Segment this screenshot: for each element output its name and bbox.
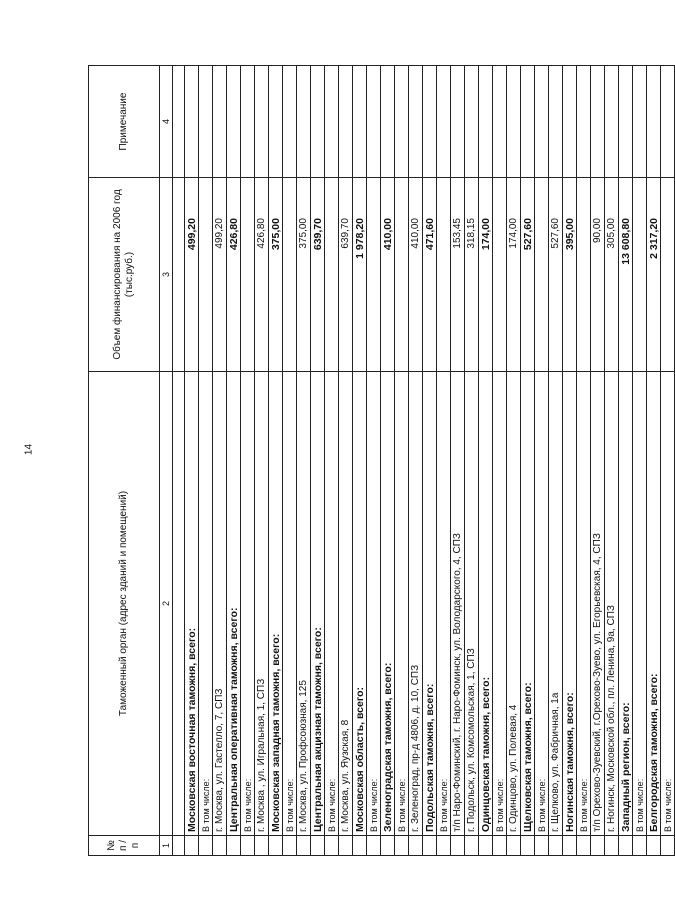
note-cell	[563, 66, 577, 178]
customs-body-cell: Белгородская таможня, всего:	[647, 372, 661, 836]
table-row	[213, 66, 227, 856]
header-row	[89, 66, 160, 856]
table-row	[395, 66, 409, 856]
customs-body-cell: г. Подольск, ул. Комсомольская, 1, СПЗ	[465, 372, 479, 836]
note-cell	[311, 66, 325, 178]
table-row	[241, 66, 255, 856]
financing-value-cell: 426,80	[227, 178, 241, 372]
note-cell	[437, 66, 451, 178]
financing-value-cell: 410,00	[409, 178, 423, 372]
financing-value-cell	[283, 178, 297, 372]
financing-value-cell	[493, 178, 507, 372]
financing-value-cell	[241, 178, 255, 372]
customs-body-cell: В том числе:	[199, 372, 213, 836]
index-cell: 2	[160, 372, 173, 836]
note-cell	[367, 66, 381, 178]
rotated-content	[88, 66, 673, 856]
note-cell	[283, 66, 297, 178]
row-number-cell	[227, 836, 241, 856]
table-row	[577, 66, 591, 856]
note-cell	[507, 66, 521, 178]
financing-value-cell	[199, 178, 213, 372]
row-number-cell	[647, 836, 661, 856]
financing-table	[88, 65, 675, 856]
page-number: 14	[23, 443, 35, 456]
table-row	[661, 66, 675, 856]
row-number-cell	[409, 836, 423, 856]
customs-body-cell: Московская западная таможня, всего:	[269, 372, 283, 836]
customs-body-cell: В том числе:	[577, 372, 591, 836]
header-financing: Объем финансирования на 2006 год (тыс.руб.)	[89, 178, 160, 372]
financing-value-cell: 426,80	[255, 178, 269, 372]
rotated-page	[88, 66, 673, 856]
customs-body-cell: В том числе:	[437, 372, 451, 836]
row-number-cell	[605, 836, 619, 856]
note-cell	[647, 66, 661, 178]
customs-body-cell: Западный регион, всего:	[619, 372, 633, 836]
customs-body-cell: г. Зеленоград, пр-д 4806, д. 10, СПЗ	[409, 372, 423, 836]
note-cell	[619, 66, 633, 178]
table-row	[479, 66, 493, 856]
customs-body-cell: г. Москва, ул. Гастелло, 7, СПЗ	[213, 372, 227, 836]
customs-body-cell: В том числе:	[395, 372, 409, 836]
financing-value-cell: 395,00	[563, 178, 577, 372]
financing-value-cell	[633, 178, 647, 372]
table-row	[507, 66, 521, 856]
customs-body-cell: Ногинская таможня, всего:	[563, 372, 577, 836]
row-number-cell	[199, 836, 213, 856]
note-cell	[173, 66, 185, 178]
financing-value-cell: 639,70	[339, 178, 353, 372]
row-number-cell	[619, 836, 633, 856]
row-number-cell	[269, 836, 283, 856]
table-row	[535, 66, 549, 856]
customs-body-cell: В том числе:	[535, 372, 549, 836]
table-row	[647, 66, 661, 856]
row-number-cell	[661, 836, 675, 856]
financing-value-cell: 375,00	[269, 178, 283, 372]
row-number-cell	[493, 836, 507, 856]
note-cell	[521, 66, 535, 178]
financing-value-cell: 153,45	[451, 178, 465, 372]
table-row	[269, 66, 283, 856]
customs-body-cell: г. Ногинск, Московской обл., пл. Ленина, 9а, СПЗ	[605, 372, 619, 836]
customs-body-cell: В том числе:	[241, 372, 255, 836]
note-cell	[549, 66, 563, 178]
row-number-cell	[633, 836, 647, 856]
note-cell	[465, 66, 479, 178]
customs-body-cell: В том числе:	[283, 372, 297, 836]
note-cell	[535, 66, 549, 178]
note-cell	[591, 66, 605, 178]
customs-body-cell: г. Одинцово, ул. Полевая, 4	[507, 372, 521, 836]
row-number-cell	[395, 836, 409, 856]
customs-body-cell: В том числе:	[493, 372, 507, 836]
row-number-cell	[535, 836, 549, 856]
table-row	[325, 66, 339, 856]
table-body	[173, 66, 675, 856]
header-number: № п / п	[89, 836, 160, 856]
note-cell	[633, 66, 647, 178]
financing-value-cell: 174,00	[507, 178, 521, 372]
financing-value-cell	[577, 178, 591, 372]
customs-body-cell: Подольская таможня, всего:	[423, 372, 437, 836]
row-number-cell	[437, 836, 451, 856]
table-row	[311, 66, 325, 856]
row-number-cell	[465, 836, 479, 856]
customs-body-cell: г. Москва, ул. Яузская, 8	[339, 372, 353, 836]
note-cell	[451, 66, 465, 178]
financing-value-cell: 375,00	[297, 178, 311, 372]
financing-value-cell	[437, 178, 451, 372]
note-cell	[339, 66, 353, 178]
row-number-cell	[563, 836, 577, 856]
note-cell	[227, 66, 241, 178]
row-number-cell	[479, 836, 493, 856]
table-row	[521, 66, 535, 856]
row-number-cell	[297, 836, 311, 856]
table-row	[633, 66, 647, 856]
row-number-cell	[577, 836, 591, 856]
table-row	[591, 66, 605, 856]
table-row	[297, 66, 311, 856]
row-number-cell	[353, 836, 367, 856]
table-row	[283, 66, 297, 856]
customs-body-cell: В том числе:	[661, 372, 675, 836]
row-number-cell	[283, 836, 297, 856]
financing-value-cell	[535, 178, 549, 372]
note-cell	[423, 66, 437, 178]
customs-body-cell: г. Москва, ул. Профсоюзная, 125	[297, 372, 311, 836]
table-row	[367, 66, 381, 856]
financing-value-cell: 318,15	[465, 178, 479, 372]
financing-value-cell: 499,20	[213, 178, 227, 372]
note-cell	[199, 66, 213, 178]
note-cell	[255, 66, 269, 178]
financing-value-cell: 13 608,80	[619, 178, 633, 372]
table-row	[227, 66, 241, 856]
customs-body-cell: т/п Орехово-Зуевский, г.Орехово-Зуево, ул. Егорьевская, 4, СПЗ	[591, 372, 605, 836]
table-row	[619, 66, 633, 856]
note-cell	[661, 66, 675, 178]
note-cell	[269, 66, 283, 178]
note-cell	[381, 66, 395, 178]
customs-body-cell: Центральная оперативная таможня, всего:	[227, 372, 241, 836]
row-number-cell	[423, 836, 437, 856]
financing-value-cell: 471,60	[423, 178, 437, 372]
row-number-cell	[241, 836, 255, 856]
row-number-cell	[507, 836, 521, 856]
table-row	[605, 66, 619, 856]
customs-body-cell: В том числе:	[633, 372, 647, 836]
row-number-cell	[339, 836, 353, 856]
row-number-cell	[185, 836, 199, 856]
index-row	[160, 66, 173, 856]
note-cell	[493, 66, 507, 178]
table-row	[423, 66, 437, 856]
financing-value-cell: 174,00	[479, 178, 493, 372]
table-row	[493, 66, 507, 856]
note-cell	[213, 66, 227, 178]
customs-body-cell: В том числе:	[325, 372, 339, 836]
table-row	[563, 66, 577, 856]
note-cell	[479, 66, 493, 178]
financing-value-cell: 527,60	[521, 178, 535, 372]
table-row	[409, 66, 423, 856]
financing-value-cell: 410,00	[381, 178, 395, 372]
row-number-cell	[367, 836, 381, 856]
financing-value-cell: 2 317,20	[647, 178, 661, 372]
note-cell	[395, 66, 409, 178]
table-row	[199, 66, 213, 856]
customs-body-cell: Одинцовская таможня, всего:	[479, 372, 493, 836]
financing-value-cell: 90,00	[591, 178, 605, 372]
table-row	[381, 66, 395, 856]
note-cell	[185, 66, 199, 178]
financing-value-cell: 499,20	[185, 178, 199, 372]
table-row	[549, 66, 563, 856]
financing-value-cell: 527,60	[549, 178, 563, 372]
row-number-cell	[173, 836, 185, 856]
customs-body-cell: Щелковская таможня, всего:	[521, 372, 535, 836]
table-row	[185, 66, 199, 856]
financing-value-cell	[367, 178, 381, 372]
customs-body-cell: В том числе:	[367, 372, 381, 836]
customs-body-cell: Центральная акцизная таможня, всего:	[311, 372, 325, 836]
row-number-cell	[311, 836, 325, 856]
table-row	[255, 66, 269, 856]
index-cell: 1	[160, 836, 173, 856]
table-row	[451, 66, 465, 856]
row-number-cell	[255, 836, 269, 856]
customs-body-cell: Московская область, всего:	[353, 372, 367, 836]
row-number-cell	[591, 836, 605, 856]
table-row	[353, 66, 367, 856]
header-customs-body: Таможенный орган (адрес зданий и помещений)	[89, 372, 160, 836]
row-number-cell	[325, 836, 339, 856]
table-row	[465, 66, 479, 856]
index-cell: 3	[160, 178, 173, 372]
table-row	[339, 66, 353, 856]
customs-body-cell: т/п Наро-Фоминский, г. Наро-Фоминск, ул. Володарского, 4, СПЗ	[451, 372, 465, 836]
index-cell: 4	[160, 66, 173, 178]
financing-value-cell	[173, 178, 185, 372]
row-number-cell	[451, 836, 465, 856]
customs-body-cell: г. Москва , ул. Игральная, 1, СПЗ	[255, 372, 269, 836]
financing-value-cell	[661, 178, 675, 372]
note-cell	[409, 66, 423, 178]
financing-value-cell	[325, 178, 339, 372]
header-note: Примечание	[89, 66, 160, 178]
row-number-cell	[381, 836, 395, 856]
note-cell	[297, 66, 311, 178]
customs-body-cell: г. Щелково, ул. Фабричная, 1а	[549, 372, 563, 836]
financing-value-cell	[395, 178, 409, 372]
note-cell	[605, 66, 619, 178]
table-row	[173, 66, 185, 856]
financing-value-cell: 305,00	[605, 178, 619, 372]
customs-body-cell: Московская восточная таможня, всего:	[185, 372, 199, 836]
financing-value-cell: 639,70	[311, 178, 325, 372]
note-cell	[241, 66, 255, 178]
row-number-cell	[549, 836, 563, 856]
row-number-cell	[213, 836, 227, 856]
row-number-cell	[521, 836, 535, 856]
customs-body-cell: Зеленоградская таможня, всего:	[381, 372, 395, 836]
table-row	[437, 66, 451, 856]
note-cell	[325, 66, 339, 178]
customs-body-cell	[173, 372, 185, 836]
note-cell	[353, 66, 367, 178]
note-cell	[577, 66, 591, 178]
financing-value-cell: 1 978,20	[353, 178, 367, 372]
